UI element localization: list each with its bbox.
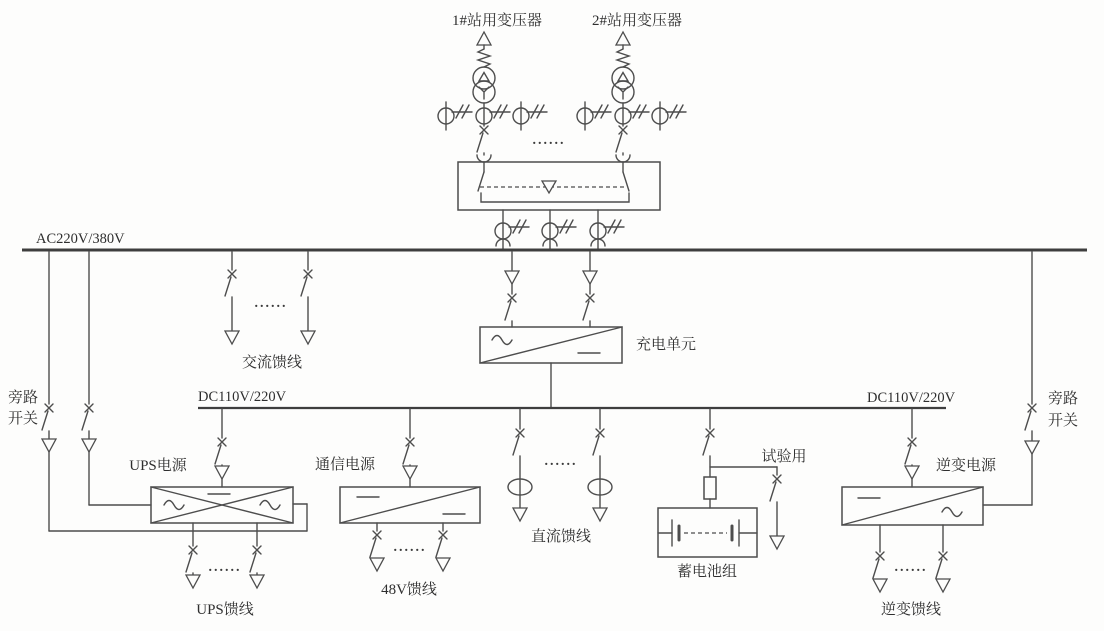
dc-bus-left-label: DC110V/220V	[198, 389, 287, 405]
ac-symbol-icon	[492, 336, 512, 345]
dc-feeder-label: 直流馈线	[530, 529, 592, 545]
ac-symbol-icon	[164, 501, 184, 510]
bypass-right-label-2: 开关	[1048, 413, 1079, 429]
ups-feeder-label: UPS馈线	[196, 602, 254, 618]
transformer-1-label: 1#站用变压器	[451, 13, 543, 29]
transformer-1-branch	[438, 12, 547, 162]
inverter-feeder-label: 逆变馈线	[880, 602, 942, 618]
ac-feeder-label: 交流馈线	[241, 355, 303, 371]
bypass-left-label-1: 旁路	[8, 390, 39, 406]
bypass-left-label-2: 开关	[8, 411, 39, 427]
inverter-power-label: 逆变电源	[935, 458, 997, 474]
comm-power-label: 通信电源	[314, 457, 376, 473]
battery-group	[658, 409, 757, 580]
transformer-2-branch	[577, 12, 686, 162]
charger-unit-group	[480, 252, 696, 408]
dc-bus	[198, 389, 956, 408]
ellipsis-dc-feeder: ......	[544, 454, 578, 469]
ac-symbol-icon	[260, 501, 280, 510]
test-use-label: 试验用	[761, 449, 807, 465]
ellipsis-ups-feeder: ......	[208, 560, 242, 575]
bypass-right-label-1: 旁路	[1048, 391, 1079, 407]
battery-bank-label: 蓄电池组	[676, 564, 738, 580]
comm-power-group	[315, 409, 480, 598]
fuse-icon	[704, 477, 716, 499]
test-branch	[710, 448, 807, 549]
ellipsis-inverter-feeder: ......	[894, 560, 928, 575]
ellipsis-48v-feeder: ......	[393, 540, 427, 555]
bypass-right-group	[1025, 252, 1078, 505]
inverter-group	[842, 409, 1032, 618]
dc-feeder-group	[508, 409, 612, 545]
transfer-switch-box	[458, 162, 660, 249]
ups-power-label: UPS电源	[129, 458, 187, 474]
ac-feeder-group	[225, 252, 315, 371]
ellipsis-ac-feeder: ......	[254, 296, 288, 311]
ellipsis-top: ......	[532, 133, 566, 148]
ups-group	[129, 409, 293, 618]
transformer-2-label: 2#站用变压器	[591, 13, 683, 29]
charger-unit-label: 充电单元	[636, 337, 697, 353]
dc-bus-right-label: DC110V/220V	[867, 390, 956, 406]
ac-symbol-icon	[942, 508, 962, 517]
ac-bus-label: AC220V/380V	[36, 231, 125, 247]
48v-feeder-label: 48V馈线	[381, 582, 437, 598]
